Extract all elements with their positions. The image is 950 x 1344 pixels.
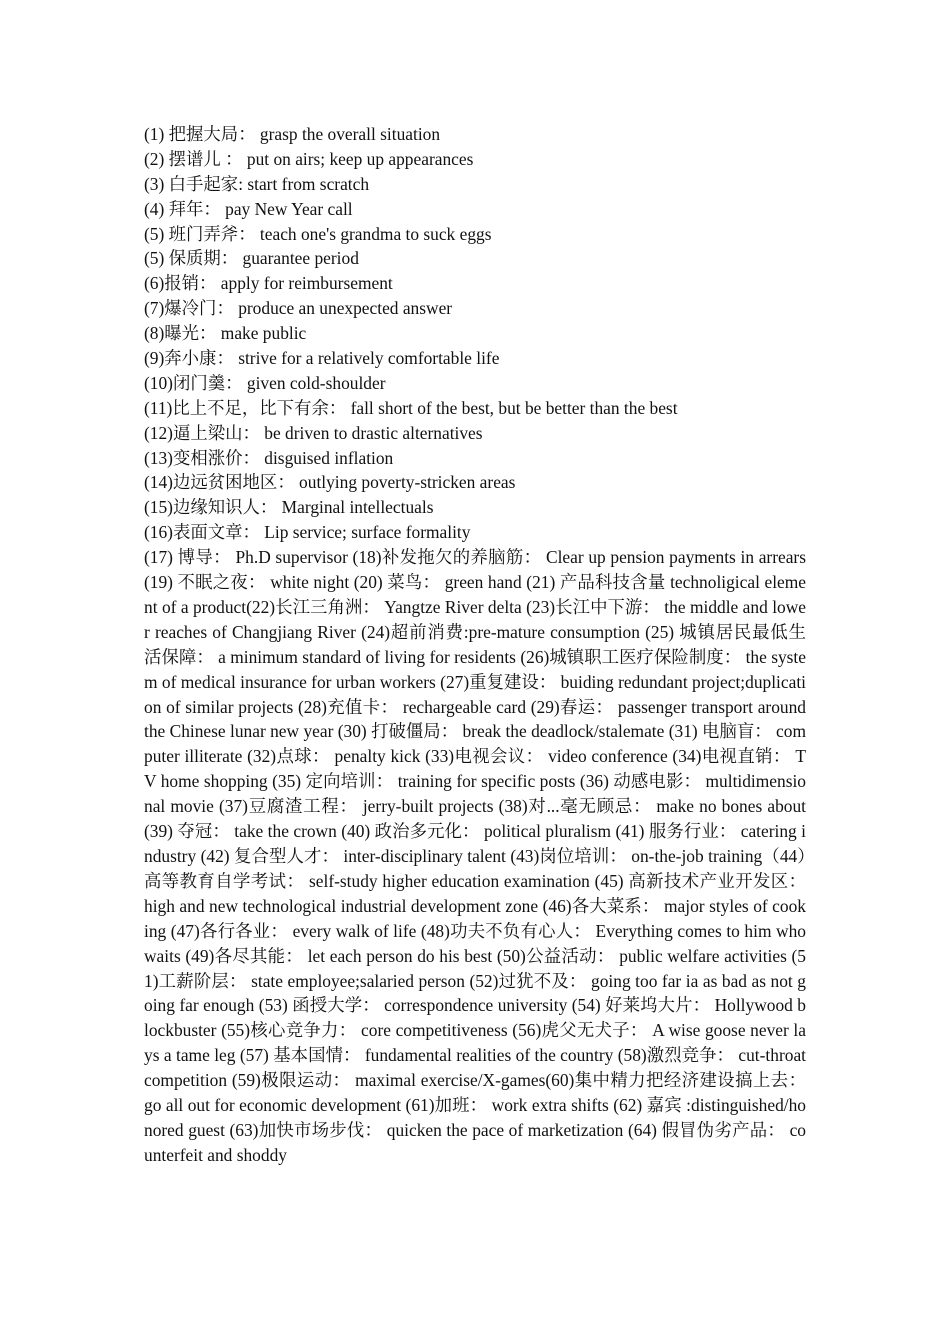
vocab-line-9: (8)曝光： make public	[144, 323, 307, 344]
vocab-line-12: (11)比上不足，比下有余： fall short of the best, but be better than the best	[144, 397, 678, 418]
vocab-line-14: (13)变相涨价： disguised inflation	[144, 447, 394, 468]
document-body	[144, 122, 806, 1168]
vocab-paragraph: (17) 博导： Ph.D supervisor (18)补发拖欠的养脑筋： Clear up pension payments in arrears (19) 不眠之夜： white night (20) 菜鸟： green hand (21) 产品科技含量 technoligical element of a product(22)长江三角洲： Yangtze River delta (23)长江中下游： the middle and lower reaches of Changjiang River (24)超前消费:pre-mature consumption (25) 城镇居民最低生活保障： a minimum standard of living for residents (26)城镇职工医疗保险制度： the system of medical insurance for urban workers (27)重复建设： buiding redundant project;duplication of similar projects (28)充值卡： rechargeable card (29)春运： passenger transport around the Chinese lunar new year (30) 打破僵局： break the deadlock/stalemate (31) 电脑盲： computer illiterate (32)点球： penalty kick (33)电视会议： video conference (34)电视直销： TV home shopping (35) 定向培训： training for specific posts (36) 动感电影： multidimensional movie (37)豆腐渣工程： jerry-built projects (38)对...毫无顾忌： make no bones about (39) 夺冠： take the crown (40) 政治多元化： political pluralism (41) 服务行业： catering industry (42) 复合型人才： inter-disciplinary talent (43)岗位培训： on-the-job training（44）高等教育自学考试： self-study higher education examination (45) 高新技术产业开发区： high and new technological industrial development zone (46)各大菜系： major styles of cooking (47)各行各业： every walk of life (48)功夫不负有心人： Everything comes to him who waits (49)各尽其能： let each person do his best (50)公益活动： public welfare activities (51)工薪阶层： state employee;salaried person (52)过犹不及： going too far ia as bad as not going far enough (53) 函授大学： correspondence university (54) 好莱坞大片： Hollywood blockbuster (55)核心竞争力： core competitiveness (56)虎父无犬子： A wise goose never lays a tame leg (57) 基本国情： fundamental realities of the country (58)激烈竞争： cut-throat competition (59)极限运动： maximal exercise/X-games(60)集中精力把经济建设搞上去： go all out for economic development (61)加班： work extra shifts (62) 嘉宾 :distinguished/honored guest (63)加快市场步伐： quicken the pace of marketization (64) 假冒伪劣产品： counterfeit and shoddy	[144, 547, 806, 1165]
vocab-line-10: (9)奔小康： strive for a relatively comfortable life	[144, 348, 500, 369]
vocab-line-1: (1) 把握大局： grasp the overall situation	[144, 124, 441, 144]
vocab-line-8: (7)爆冷门： produce an unexpected answer	[144, 298, 453, 319]
vocab-line-17: (16)表面文章： Lip service; surface formality	[144, 522, 471, 543]
vocab-line-4: (4) 拜年： pay New Year call	[144, 198, 353, 219]
vocab-line-2: (2) 摆谱儿 ： put on airs; keep up appearances	[144, 148, 474, 169]
vocab-line-13: (12)逼上梁山： be driven to drastic alternatives	[144, 422, 483, 443]
vocab-line-16: (15)边缘知识人： Marginal intellectuals	[144, 497, 434, 518]
vocab-line-3: (3) 白手起家: start from scratch	[144, 173, 370, 194]
vocab-line-7: (6)报销： apply for reimbursement	[144, 273, 393, 294]
vocab-line-5: (5) 班门弄斧： teach one's grandma to suck eggs	[144, 223, 492, 244]
vocab-line-11: (10)闭门羹： given cold-shoulder	[144, 372, 386, 393]
vocab-line-6: (5) 保质期： guarantee period	[144, 248, 359, 269]
vocab-line-15: (14)边远贫困地区： outlying poverty-stricken areas	[144, 472, 516, 493]
